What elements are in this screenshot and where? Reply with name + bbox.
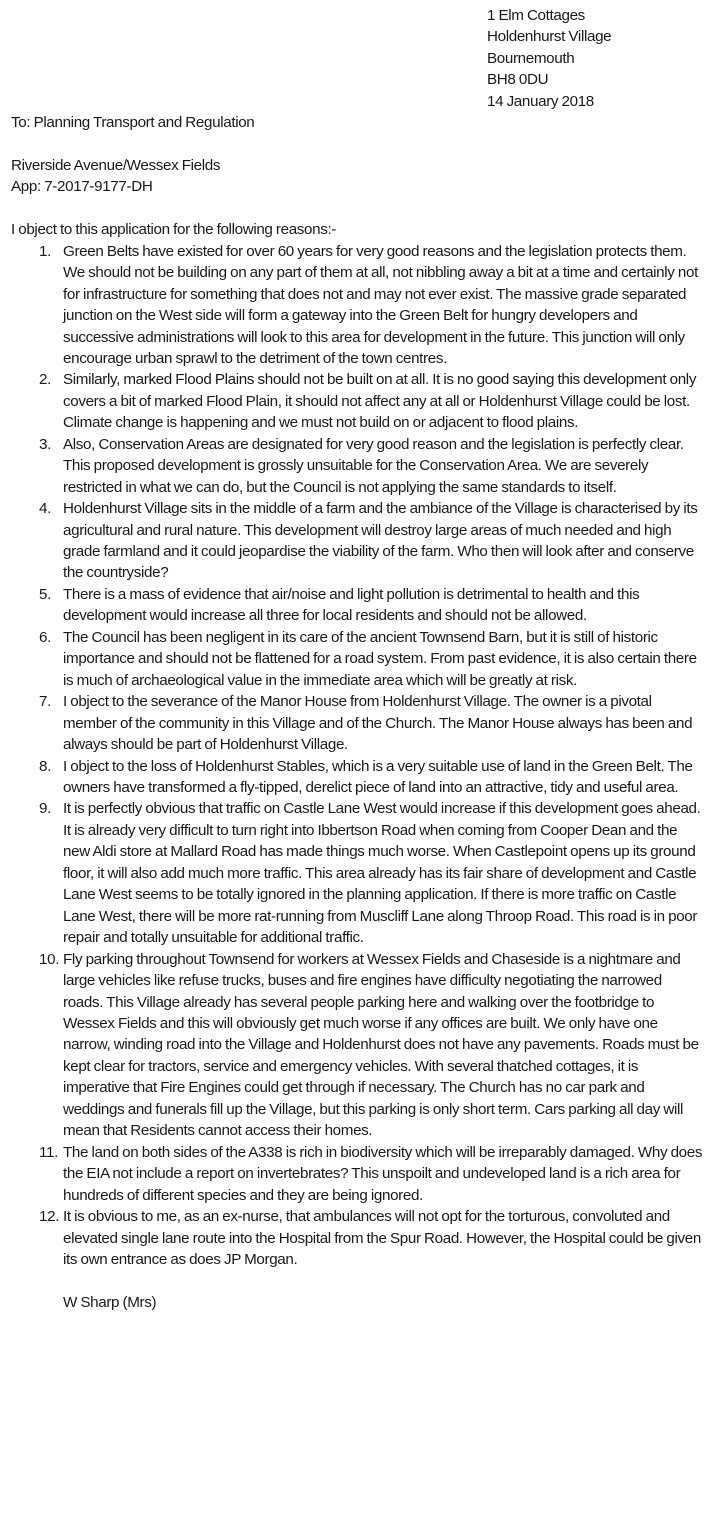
reason-item	[11, 584, 701, 627]
subject-location: Riverside Avenue/Wessex Fields	[11, 156, 221, 174]
reason-text: Similarly, marked Flood Plains should not be built on at all. It is no good saying this development only covers a bit of marked Flood Plain, it should not affect any at all or Holdenhurst Village could be lost. Climate change is happening and we must not build on or adjacent to flood plains.	[63, 371, 697, 432]
recipient-line: To: Planning Transport and Regulation	[11, 114, 255, 131]
reason-item	[11, 627, 701, 691]
reason-item	[11, 756, 701, 799]
reason-number: 4.	[39, 500, 51, 518]
reason-item	[11, 1206, 701, 1270]
signature: W Sharp (Mrs)	[63, 1293, 157, 1311]
letter-body	[11, 112, 701, 1313]
address-line-2: Holdenhurst Village	[487, 28, 612, 46]
reason-item	[11, 434, 701, 498]
reason-text: I object to the loss of Holdenhurst Stables, which is a very suitable use of land in the Green Belt. The owners have transformed a fly-tipped, derelict piece of land into an attractive, tidy and useful area.	[63, 757, 693, 797]
reason-item	[11, 241, 701, 370]
reason-text: It is perfectly obvious that traffic on Castle Lane West would increase if this development goes ahead. It is already very difficult to turn right into Ibbertson Road when coming from Cooper Dean and the new Aldi store at Mallard Road has made things much worse. When Castlepoint opens up its ground floor, it will also add much more traffic. This area already has its fair share of development and Castle Lane West seems to be totally ignored in the planning application. If there is more traffic on Castle Lane West, there will be more rat-running from Muscliff Lane along Throop Road. This road is in poor repair and totally unsuitable for additional traffic.	[63, 800, 701, 947]
objection-intro: I object to this application for the following reasons:-	[11, 221, 337, 239]
reason-text: I object to the severance of the Manor House from Holdenhurst Village. The owner is a pivotal member of the community in this Village and of the Church. The Manor House always has been and always should be part of Holdenhurst Village.	[63, 693, 693, 754]
reason-text: Holdenhurst Village sits in the middle of a farm and the ambiance of the Village is characterised by its agricultural and rural nature. This development will destroy large areas of much needed and high grade farmland and it could jeopardise the viability of the farm. Who then will look after and conserve the countryside?	[63, 500, 698, 582]
spacer	[11, 1270, 701, 1291]
application-reference: App: 7-2017-9177-DH	[11, 178, 153, 196]
reason-number: 3.	[39, 435, 51, 453]
reasons-list	[11, 241, 701, 1271]
reason-number: 5.	[39, 585, 51, 603]
reason-item	[11, 1142, 701, 1206]
reason-text: Also, Conservation Areas are designated for very good reason and the legislation is perfectly clear. This proposed development is grossly unsuitable for the Conservation Area. We are severely restricted in what we can do, but the Council is not applying the same standards to itself.	[63, 435, 684, 496]
reason-number: 7.	[39, 693, 51, 711]
spacer	[11, 198, 701, 219]
reason-number: 6.	[39, 628, 51, 646]
sender-address	[487, 5, 611, 112]
reason-item	[11, 369, 701, 433]
reason-text: Green Belts have existed for over 60 years for very good reasons and the legislation protects them. We should not be building on any part of them at all, not nibbling away a bit at a time and certainly not for infrastructure for something that does not and may not ever exist. The massive grade separated junction on the West side will form a gateway into the Green Belt for hungry developers and successive administrations will look to this area for development in the future. This junction will only encourage urban sprawl to the detriment of the town centres.	[63, 242, 698, 367]
reason-text: The land on both sides of the A338 is rich in biodiversity which will be irreparably damaged. Why does the EIA not include a report on invertebrates? This unspoilt and undeveloped land is a rich area for hundreds of different species and they are being ignored.	[63, 1143, 703, 1204]
reason-item	[11, 691, 701, 755]
reason-text: Fly parking throughout Townsend for workers at Wessex Fields and Chaseside is a nightmare and large vehicles like refuse trucks, buses and fire engines have difficulty negotiating the narrowed roads. This Village already has several people parking here and walking over the footbridge to Wessex Fields and this will obviously get much worse if any offices are built. We only have one narrow, winding road into the Village and Holdenhurst does not have any pavements. Roads must be kept clear for tractors, service and emergency vehicles. With several thatched cottages, it is imperative that Fire Engines could get through if necessary. The Church has no car park and weddings and funerals fill up the Village, but this parking is only short term. Cars parking all day will mean that Residents cannot access their homes.	[63, 950, 699, 1140]
letter-date: 14 January 2018	[487, 92, 594, 110]
reason-text: The Council has been negligent in its care of the ancient Townsend Barn, but it is still of historic importance and should not be flattened for a road system. From past evidence, it is also certain there is much of archaeological value in the immediate area which will be greatly at risk.	[63, 628, 697, 689]
reason-item	[11, 798, 701, 948]
reason-item	[11, 949, 701, 1142]
reason-number: 8.	[39, 757, 51, 775]
reason-number: 2.	[39, 371, 51, 389]
reason-text: There is a mass of evidence that air/noise and light pollution is detrimental to health and this development would increase all three for local residents and should not be allowed.	[63, 585, 640, 625]
spacer	[11, 133, 701, 154]
address-line-1: 1 Elm Cottages	[487, 7, 585, 24]
reason-item	[11, 498, 701, 584]
address-line-3: Bournemouth	[487, 49, 575, 67]
reason-text: It is obvious to me, as an ex-nurse, that ambulances will not opt for the torturous, convoluted and elevated single lane route into the Hospital from the Spur Road. However, the Hospital could be given its own entrance as does JP Morgan.	[63, 1208, 701, 1268]
reason-number: 10.	[39, 950, 60, 968]
reason-number: 9.	[39, 800, 51, 818]
reason-number: 11.	[39, 1143, 58, 1161]
address-postcode: BH8 0DU	[487, 71, 549, 89]
reason-number: 1.	[39, 242, 51, 260]
reason-number: 12.	[39, 1208, 60, 1226]
